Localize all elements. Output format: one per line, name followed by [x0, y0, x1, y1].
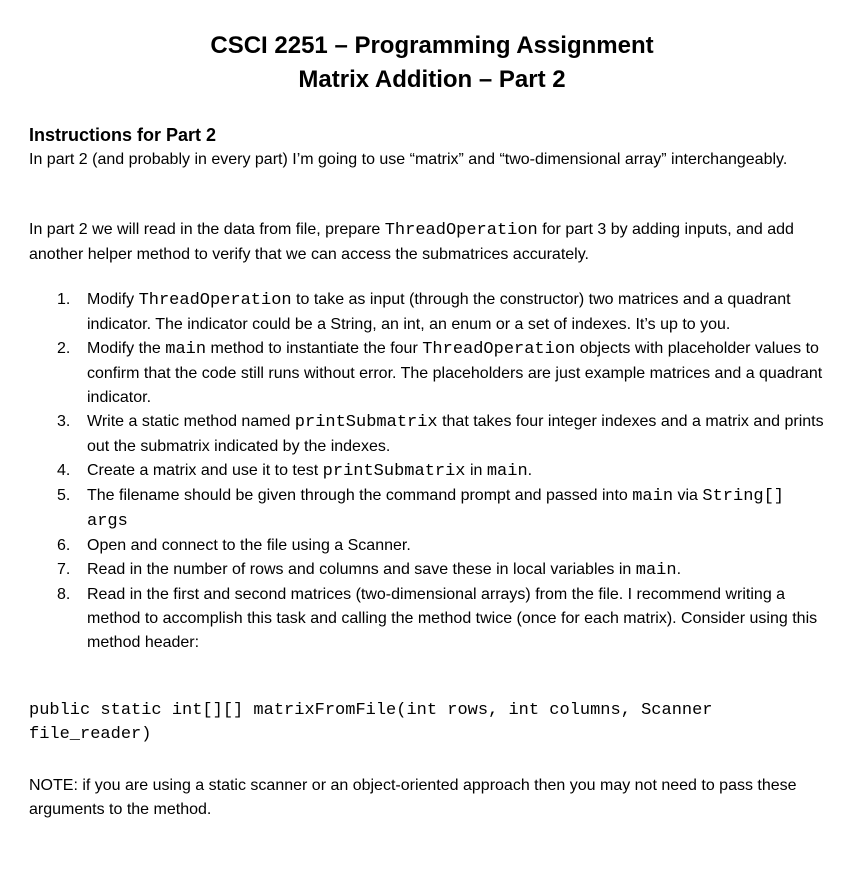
document-title: CSCI 2251 – Programming Assignment — [210, 32, 654, 59]
intro-text-a: In part 2 we will read in the data from file, prepare — [29, 221, 385, 238]
step-number: 5. — [57, 487, 71, 504]
intro-paragraph-1: In part 2 (and probably in every part) I’m going to use “matrix” and “two-dimensional array” interchangeably. — [29, 151, 788, 168]
step-text: Read in the first and second matrices (two-dimensional arrays) from the file. I recommend writing a method to accomplish this task and calling the method twice (once for each matrix). Consider using this method header: — [87, 586, 818, 651]
intro-text-b: for part 3 by adding inputs, and add another helper method to verify that we can access the submatrices accurately. — [29, 221, 794, 263]
step-item — [29, 410, 829, 459]
step-item — [29, 337, 829, 410]
step-text: . — [527, 462, 533, 479]
step-text: objects with placeholder values to confirm that the code still runs without error. The placeholders are just example matrices and a quadrant indicator. — [87, 340, 823, 406]
method-header-code: public static int[][] matrixFromFile(int rows, int columns, Scanner file_reader) — [29, 701, 723, 744]
document-subtitle: Matrix Addition – Part 2 — [298, 66, 566, 93]
step-text: Create a matrix and use it to test — [87, 462, 323, 479]
step-text: Read in the number of rows and columns and save these in local variables in — [87, 561, 636, 578]
step-text: to take as input (through the constructor) two matrices and a quadrant indicator. The indicator could be a String, an int, an enum or a set of indexes. It’s up to you. — [87, 291, 791, 333]
inline-code: String[] args — [87, 487, 785, 531]
step-text: Modify — [87, 291, 139, 308]
inline-code: printSubmatrix — [322, 462, 466, 481]
step-text: that takes four integer indexes and a matrix and prints out the submatrix indicated by the indexes. — [87, 413, 824, 455]
step-number: 1. — [57, 291, 71, 308]
step-number: 4. — [57, 462, 71, 479]
inline-code: ThreadOperation — [422, 340, 576, 359]
inline-code: main — [635, 561, 677, 580]
note-paragraph: NOTE: if you are using a static scanner or an object-oriented approach then you may not need to pass these arguments to the method. — [29, 777, 797, 818]
instruction-steps-list — [29, 288, 829, 655]
step-number: 8. — [57, 586, 71, 603]
step-text: The filename should be given through the command prompt and passed into — [87, 487, 633, 504]
step-number: 7. — [57, 561, 71, 578]
inline-code: main — [632, 487, 674, 506]
inline-code: main — [165, 340, 207, 359]
step-text: Open and connect to the file using a Scanner. — [87, 537, 411, 554]
step-number: 2. — [57, 340, 71, 357]
step-text: via — [673, 487, 703, 504]
step-text: method to instantiate the four — [206, 340, 423, 357]
step-item — [29, 459, 829, 484]
inline-code: ThreadOperation — [138, 291, 292, 310]
step-number: 6. — [57, 537, 71, 554]
step-item — [29, 288, 829, 337]
inline-code: main — [486, 462, 528, 481]
step-text: . — [676, 561, 682, 578]
step-item — [29, 583, 829, 655]
inline-code: ThreadOperation — [384, 221, 538, 240]
inline-code: printSubmatrix — [294, 413, 438, 432]
step-item — [29, 484, 829, 534]
step-number: 3. — [57, 413, 71, 430]
step-text: Write a static method named — [87, 413, 295, 430]
intro-paragraph-2 — [29, 218, 829, 267]
step-item — [29, 558, 829, 583]
step-item — [29, 534, 829, 558]
step-text: in — [465, 462, 487, 479]
step-text: Modify the — [87, 340, 166, 357]
section-heading: Instructions for Part 2 — [29, 125, 217, 145]
